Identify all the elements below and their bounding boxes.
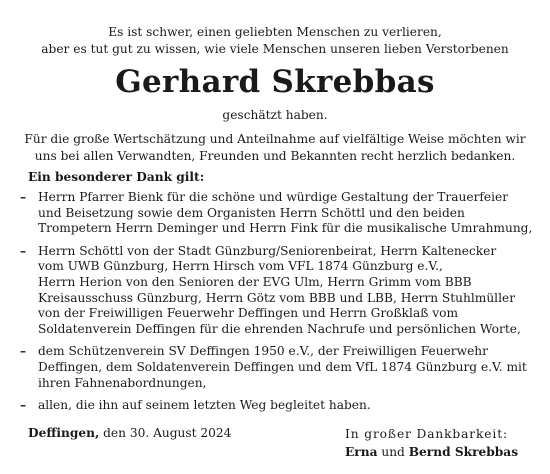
bullet-dash: –	[20, 243, 27, 258]
list-item-line: Deffingen, dem Soldatenverein Deffingen und dem VfL 1874 Günzburg e.V. mit	[38, 359, 527, 374]
list-item-line: vom UWB Günzburg, Herrn Hirsch vom VFL 1874 Günzburg e.V.,	[38, 259, 443, 274]
date: den 30. August 2024	[103, 426, 232, 440]
thanks-text	[0, 131, 550, 165]
signer-first: Erna	[345, 445, 378, 459]
signature-block	[345, 425, 518, 461]
bullet-dash: –	[20, 190, 27, 204]
list-item-line: Herrn Pfarrer Bienk für die schöne und würdige Gestaltung der Trauerfeier	[38, 190, 509, 204]
list-item-line: Trompetern Herrn Deminger und Herrn Fink für die musikalische Umrahmung,	[38, 221, 533, 236]
list-item-line: dem Schützenverein SV Deffingen 1950 e.V., der Freiwilligen Feuerwehr	[38, 344, 488, 359]
thanks-list	[20, 190, 533, 421]
list-item-line: Herrn Herion von den Senioren der EVG Ulm, Herrn Grimm vom BBB	[38, 274, 472, 289]
signers	[345, 443, 518, 461]
list-item-line: Soldatenverein Deffingen für die ehrenden Nachrufe und persönlichen Worte,	[38, 321, 521, 336]
valued-text: geschätzt haben.	[222, 108, 328, 122]
signer-full: Bernd Skrebbas	[408, 445, 519, 459]
place-and-date	[28, 425, 231, 442]
intro-line: Es ist schwer, einen geliebten Menschen zu verlieren,	[108, 25, 442, 39]
list-item-line: ihren Fahnenabordnungen,	[38, 375, 207, 390]
intro-text	[0, 24, 550, 58]
list-item	[20, 190, 533, 237]
thanks-line: Für die große Wertschätzung und Anteilnahme auf vielfältige Weise möchten wir	[24, 132, 526, 146]
thanks-line: uns bei allen Verwandten, Freunden und Bekannten recht herzlich bedanken.	[34, 149, 516, 163]
gratitude-line: In großer Dankbarkeit:	[345, 427, 509, 441]
special-thanks-heading: Ein besonderer Dank gilt:	[28, 170, 205, 184]
list-item	[20, 344, 530, 391]
list-item-line: Herrn Schöttl von der Stadt Günzburg/Seniorenbeirat, Herrn Kaltenecker	[38, 243, 497, 258]
deceased-name: Gerhard Skrebbas	[115, 64, 435, 100]
signer-and: und	[381, 445, 405, 459]
place: Deffingen,	[28, 426, 100, 440]
list-item-line: und Beisetzung sowie dem Organisten Herrn Schöttl und den beiden	[38, 205, 465, 220]
list-item	[20, 398, 530, 414]
bullet-dash: –	[20, 344, 27, 359]
list-item	[20, 244, 530, 338]
list-item-line: allen, die ihn auf seinem letzten Weg begleitet haben.	[38, 398, 371, 413]
list-item-line: von der Freiwilligen Feuerwehr Deffingen und Herrn Großklaß vom	[38, 306, 458, 321]
bullet-dash: –	[20, 398, 27, 413]
list-item-line: Kreisausschuss Günzburg, Herrn Götz vom BBB und LBB, Herrn Stuhlmüller	[38, 290, 516, 305]
intro-line: aber es tut gut zu wissen, wie viele Menschen unseren lieben Verstorbenen	[41, 42, 509, 56]
